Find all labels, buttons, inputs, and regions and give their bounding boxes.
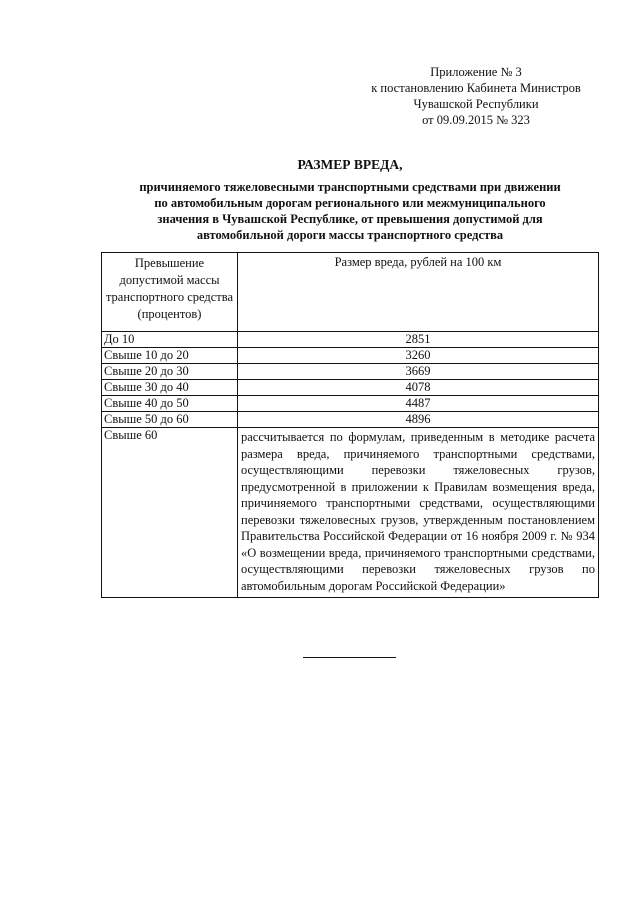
- annex-date-number: от 09.09.2015 № 323: [422, 113, 530, 127]
- title-main: РАЗМЕР ВРЕДА,: [297, 157, 403, 172]
- table-row: [102, 380, 599, 396]
- table-row: [102, 348, 599, 364]
- title-subtitle-line: автомобильной дороги массы транспортного средства: [196, 228, 504, 242]
- header-harm-amount: Размер вреда, рублей на 100 км: [238, 253, 599, 332]
- document-title: [100, 157, 600, 243]
- row-value: 4487: [238, 396, 599, 412]
- annex-number: Приложение № 3: [430, 65, 522, 79]
- table-row: [102, 396, 599, 412]
- row-range: Свыше 60: [102, 428, 238, 598]
- table-header-row: [102, 253, 599, 332]
- row-value: 3260: [238, 348, 599, 364]
- row-value: 4896: [238, 412, 599, 428]
- annex-reference: [356, 64, 596, 128]
- title-subtitle-line: причиняемого тяжеловесными транспортными средствами при движении: [139, 180, 561, 194]
- end-divider: [303, 657, 396, 658]
- row-range: До 10: [102, 332, 238, 348]
- row-range: Свыше 40 до 50: [102, 396, 238, 412]
- row-value: 2851: [238, 332, 599, 348]
- table-row: [102, 332, 599, 348]
- annex-decree: к постановлению Кабинета Министров: [371, 81, 581, 95]
- row-value: 4078: [238, 380, 599, 396]
- annex-republic: Чувашской Республики: [413, 97, 539, 111]
- title-subtitle-line: значения в Чувашской Республике, от превышения допустимой для: [157, 212, 543, 226]
- table-row: [102, 364, 599, 380]
- row-range: Свыше 10 до 20: [102, 348, 238, 364]
- row-calculation-note: рассчитывается по формулам, приведенным в методике расчета размера вреда, причиняемого транспортными средствами, осуществляющими перевозки тяжеловесных грузов, предусмотренной в приложении к Правилам возмещения вреда, причиняемого транспортными средствами, осуществляющими перевозки тяжеловесных грузов, утвержденным постановлением Правительства Российской Федерации от 16 ноября 2009 г. № 934 «О возмещении вреда, причиняемого транспортными средствами, осуществляющими перевозки тяжеловесных грузов по автомобильным дорогам Российской Федерации»: [238, 428, 599, 598]
- title-subtitle-line: по автомобильным дорогам регионального или межмуниципального: [154, 196, 546, 210]
- row-value: 3669: [238, 364, 599, 380]
- table-row: [102, 412, 599, 428]
- row-range: Свыше 30 до 40: [102, 380, 238, 396]
- harm-table: [101, 252, 599, 598]
- row-range: Свыше 50 до 60: [102, 412, 238, 428]
- row-range: Свыше 20 до 30: [102, 364, 238, 380]
- table-row-over-60: [102, 428, 599, 598]
- header-mass-excess: Превышение допустимой массы транспортного средства (процентов): [102, 253, 238, 332]
